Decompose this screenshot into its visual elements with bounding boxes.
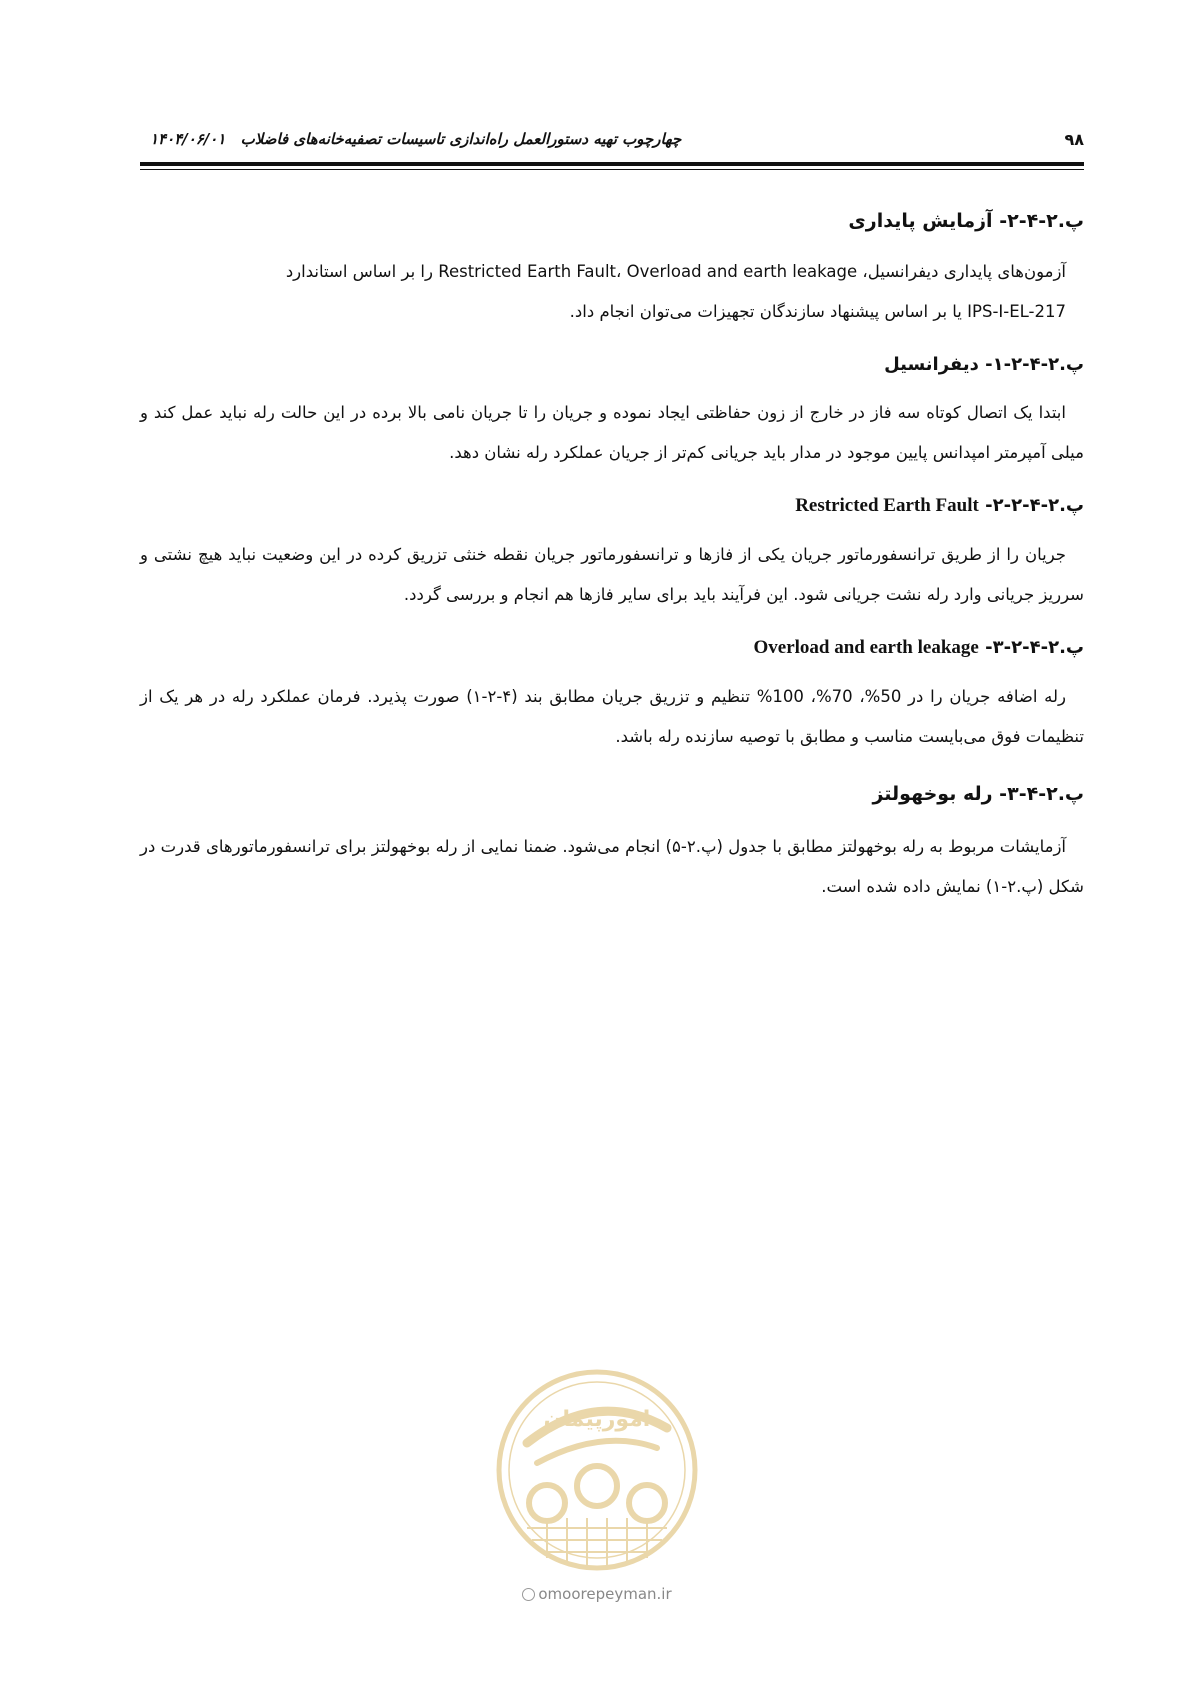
at-icon [522, 1588, 535, 1601]
section-heading-differential: پ.۲-۴-۲-۱- دیفرانسیل [884, 354, 1084, 375]
header-date: ۱۴۰۴/۰۶/۰۱ [150, 130, 226, 148]
paragraph-restricted-earth-fault: جریان را از طریق ترانسفورماتور جریان یکی از فازها و ترانسفورماتور جریان نقطه خنثی تزریق کرده در این وضعیت نباید هیچ نشتی و سرریز جریانی وارد رله نشت جریانی شود. این فرآیند باید برای سایر فازها هم انجام و بررسی گردد. [140, 545, 1084, 604]
heading-text: Restricted Earth Fault [795, 495, 979, 516]
seal-text: امورپیمان [543, 1407, 651, 1432]
paragraph-differential: ابتدا یک اتصال کوتاه سه فاز در خارج از زون حفاظتی ایجاد نموده و جریان را تا جریان نامی بالا برده در این حالت رله نباید عمل کند و میلی آمپرمتر امپدانس پایین موجود در مدار باید جریانی کم‌تر از جریان عملکرد رله نشان دهد. [140, 403, 1084, 462]
website-footer [487, 1585, 707, 1603]
header-rule-thin [140, 169, 1084, 170]
paragraph-buchholz: آزمایشات مربوط به رله بوخهولتز مطابق با جدول (پ.۲-۵) انجام می‌شود. ضمنا نمایی از رله بوخهولتز برای ترانسفورماتورهای قدرت در شکل (پ.۲-۱) نمایش داده شده است. [140, 837, 1084, 896]
page-header [140, 130, 1084, 160]
section-heading-restricted-earth-fault [140, 495, 1084, 517]
paragraph-overload: رله اضافه جریان را در 50%، 70%، 100% تنظیم و تزریق جریان مطابق بند (۴-۲-۱) صورت پذیرد. فرمان عملکرد رله در هر یک از تنظیمات فوق می‌بایست مناسب و مطابق با توصیه سازنده رله باشد. [140, 687, 1084, 746]
running-title [140, 130, 681, 148]
heading-text: Overload and earth leakage [753, 637, 979, 658]
paragraph-stability-intro-2: IPS-I-EL-217 یا بر اساس پیشنهاد سازندگان تجهیزات می‌توان انجام داد. [569, 302, 1066, 321]
watermark-seal [492, 1368, 702, 1573]
header-rule [140, 162, 1084, 166]
header-title: چهارچوب تهیه دستورالعمل راه‌اندازی تاسیسات تصفیه‌خانه‌های فاضلاب [240, 130, 682, 148]
page-number: ۹۸ [1064, 130, 1084, 149]
paragraph-stability-intro: آزمون‌های پایداری دیفرانسیل، Restricted Earth Fault، Overload and earth leakage را بر اساس استاندارد [285, 262, 1066, 281]
website-text: omoorepeyman.ir [538, 1585, 672, 1603]
heading-number: پ.۲-۴-۲-۳- [985, 637, 1084, 658]
main-content [140, 210, 1084, 907]
section-heading-buchholz: پ.۲-۴-۳- رله بوخهولتز [872, 783, 1084, 805]
heading-number: پ.۲-۴-۲-۲- [985, 495, 1084, 516]
section-heading-overload [140, 637, 1084, 659]
section-heading-stability-test: پ.۲-۴-۲- آزمایش پایداری [848, 210, 1084, 232]
